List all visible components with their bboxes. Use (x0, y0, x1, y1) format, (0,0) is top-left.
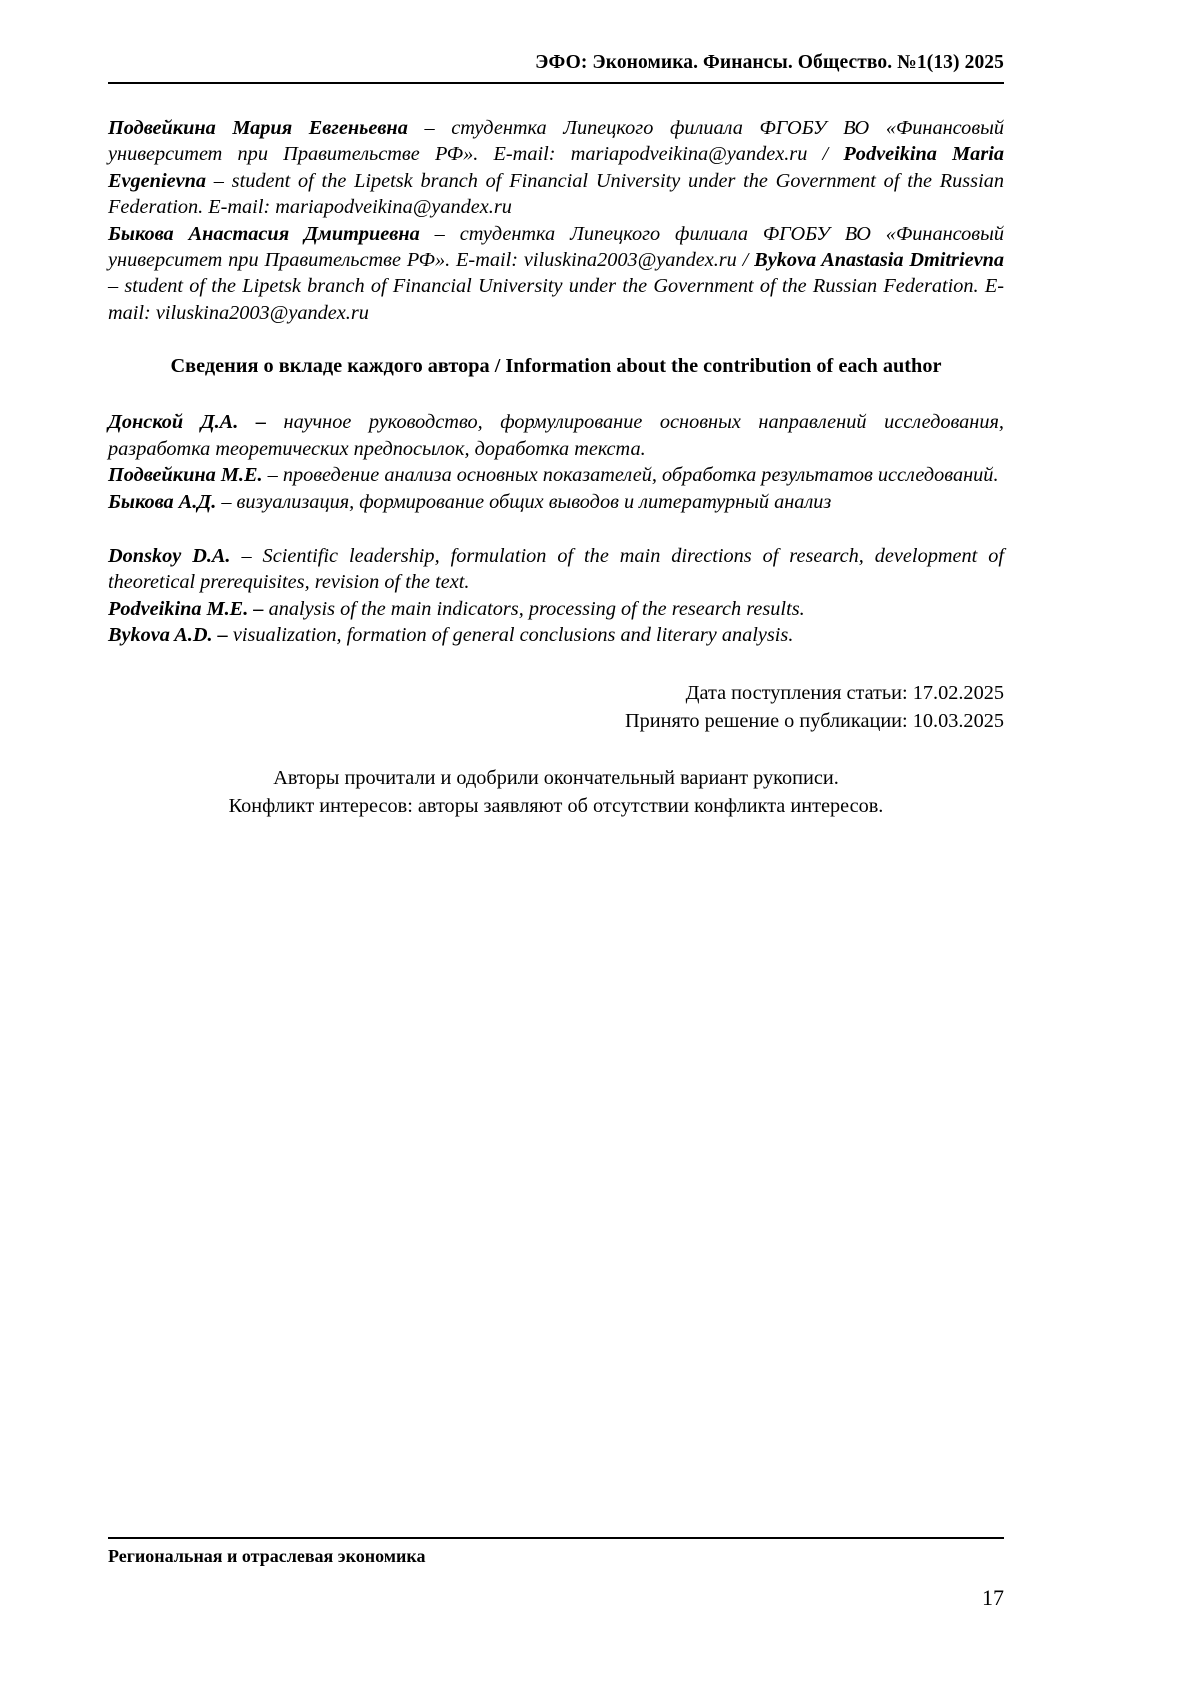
contribution-ru-1-text: научное руководство, формулирование основных направлений исследования, разработка теоретических предпосылок, доработка текста. (108, 411, 1004, 460)
contribution-section-heading: Сведения о вкладе каждого автора / Information about the contribution of each author (170, 355, 942, 377)
contribution-ru-3-name: Быкова А.Д. (108, 490, 217, 513)
header-divider (108, 82, 1004, 84)
author-2-name-en: Bykova Anastasia Dmitrievna (754, 248, 1004, 271)
contribution-ru-1-name: Донской Д.А. – (108, 411, 266, 434)
author-statements (108, 765, 1004, 820)
author-2-affiliation-ru: – студентка Липецкого филиала ФГОБУ ВО «Финансовый университет при Правительстве РФ». E-mail: viluskina2003@yandex.ru / (108, 222, 1004, 271)
page-footer (108, 1537, 1004, 1610)
author-1-affiliation-ru: – студентка Липецкого филиала ФГОБУ ВО «Финансовый университет при Правительстве РФ». E-mail: mariapodveikina@yandex.ru / (108, 117, 1004, 166)
page-number: 17 (982, 1585, 1004, 1610)
date-received: Дата поступления статьи: 17.02.2025 (685, 682, 1004, 705)
footer-divider (108, 1537, 1004, 1539)
contribution-list-ru (108, 409, 1004, 515)
contribution-ru-2-text: – проведение анализа основных показателей, обработка результатов исследований. (262, 464, 999, 487)
page-header (108, 52, 1004, 84)
journal-running-title: ЭФО: Экономика. Финансы. Общество. №1(13) 2025 (535, 52, 1004, 73)
author-1-name-en: Podveikina Maria Evgenievna (108, 143, 1004, 192)
contribution-en-3-text: visualization, formation of general conclusions and literary analysis. (227, 624, 794, 646)
conflict-of-interest-note: Конфликт интересов: авторы заявляют об отсутствии конфликта интересов. (228, 794, 884, 817)
contribution-en-2-text: analysis of the main indicators, processing of the research results. (263, 597, 805, 620)
page-content (108, 115, 1004, 820)
contribution-ru-3 (108, 489, 1004, 515)
contribution-en-3-name: Bykova A.D. – (108, 624, 228, 646)
author-1-name-ru: Подвейкина Мария Евгеньевна (108, 117, 408, 139)
contribution-en-1-name: Donskoy D.A. (108, 544, 231, 567)
contribution-ru-2-name: Подвейкина М.Е. (108, 464, 263, 487)
author-entry-1 (108, 115, 1004, 221)
footer-section-name: Региональная и отраслевая экономика (108, 1546, 426, 1566)
author-entry-2 (108, 221, 1004, 327)
contribution-en-2-name: Podveikina M.E. – (108, 597, 264, 620)
author-2-name-ru: Быкова Анастасия Дмитриевна (108, 222, 420, 245)
contribution-en-1 (108, 543, 1004, 596)
authors-info-block (108, 115, 1004, 326)
author-1-affiliation-en: – student of the Lipetsk branch of Financial University under the Government of the Russian Federation. E-mail: mariapodveikina@yandex.ru (108, 169, 1004, 219)
contribution-ru-1 (108, 409, 1004, 462)
contribution-en-3 (108, 622, 1004, 648)
contribution-en-1-text: – Scientific leadership, formulation of the main directions of research, development of theoretical prerequisites, revision of the text. (108, 544, 1004, 594)
contribution-ru-3-text: – визуализация, формирование общих выводов и литературный анализ (216, 490, 832, 513)
contribution-en-2 (108, 596, 1004, 622)
article-dates (108, 680, 1004, 735)
contribution-ru-2 (108, 462, 1004, 488)
date-accepted: Принято решение о публикации: 10.03.2025 (625, 709, 1004, 732)
contribution-list-en (108, 543, 1004, 649)
author-2-affiliation-en: – student of the Lipetsk branch of Financial University under the Government of the Russian Federation. E-mail: viluskina2003@yandex.ru (108, 275, 1004, 324)
manuscript-approval-note: Авторы прочитали и одобрили окончательный вариант рукописи. (273, 767, 839, 790)
